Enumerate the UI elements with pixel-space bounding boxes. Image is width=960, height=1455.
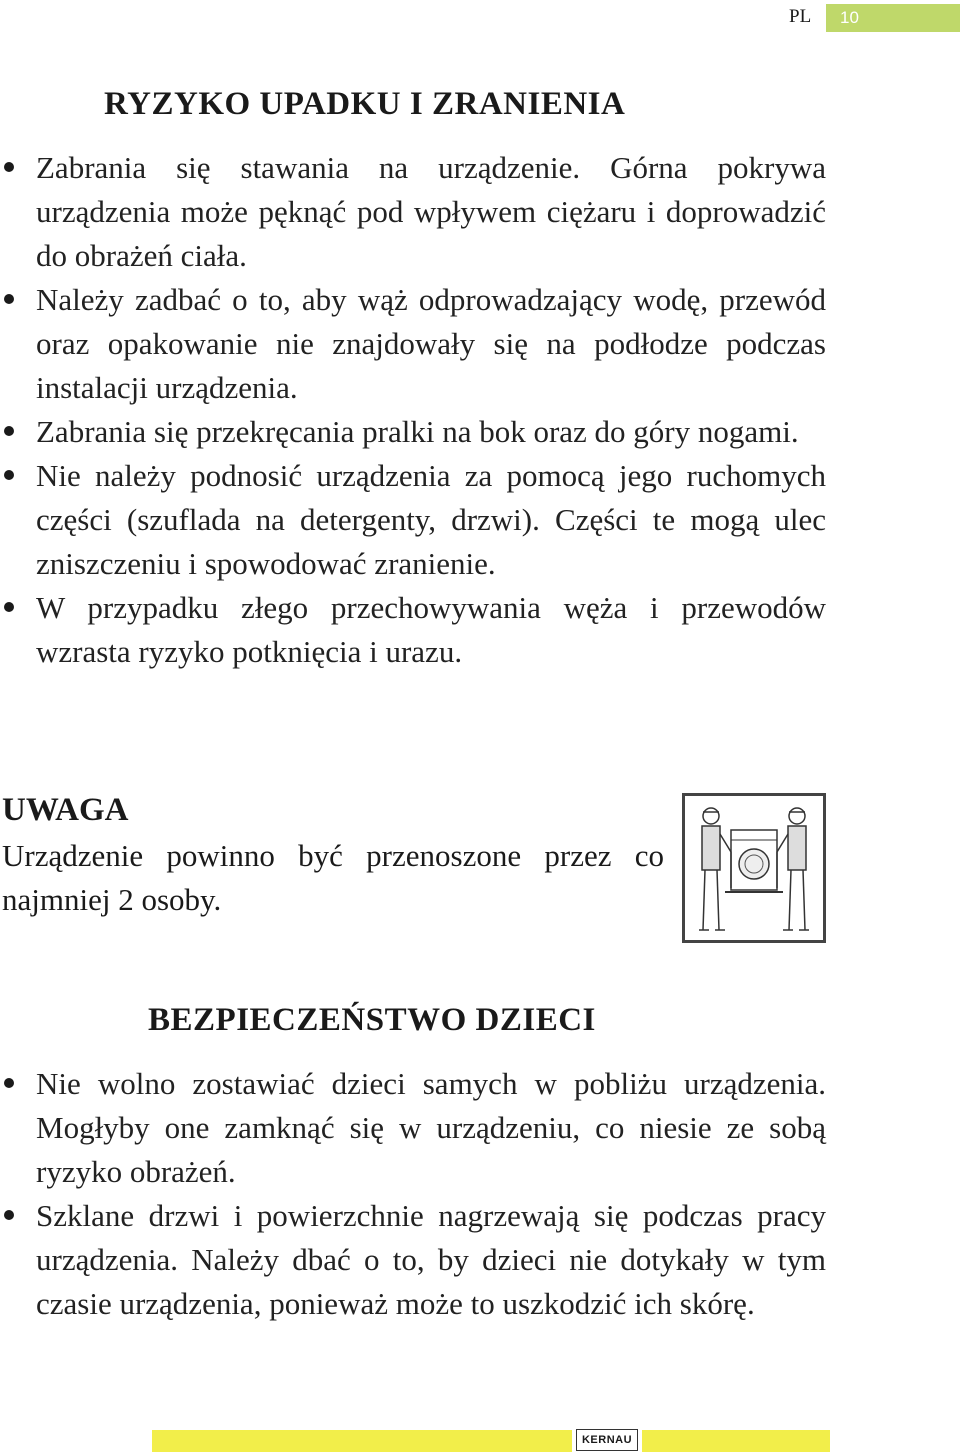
right-person-figure: [777, 808, 809, 930]
section-title-child-safety: BEZPIECZEŃSTWO DZIECI: [148, 1002, 596, 1038]
left-person-figure: [699, 808, 731, 930]
list-item: Należy zadbać o to, aby wąż odprowadzający wodę, przewód oraz opakowanie nie znajdowały się na podłodze podczas instalacji urządzenia.: [0, 278, 826, 410]
washer-door: [739, 849, 769, 879]
two-people-carrying-washer-illustration: [682, 793, 826, 943]
list-item: Nie wolno zostawiać dzieci samych w pobliżu urządzenia. Mogłyby one zamknąć się w urządzeniu, co niesie ze sobą ryzyko obrażeń.: [0, 1062, 826, 1194]
brand-logo: KERNAU: [576, 1429, 638, 1451]
child-safety-list: [0, 1062, 826, 1326]
language-label: PL: [789, 6, 812, 27]
warning-text: Urządzenie powinno być przenoszone przez co najmniej 2 osoby.: [2, 838, 664, 917]
page-number: 10: [826, 4, 960, 32]
list-item: Szklane drzwi i powierzchnie nagrzewają się podczas pracy urządzenia. Należy dbać o to, by dzieci nie dotykały w tym czasie urządzenia, ponieważ może to uszkodzić ich skórę.: [0, 1194, 826, 1326]
list-item: Zabrania się stawania na urządzenie. Górna pokrywa urządzenia może pęknąć pod wpływem ciężaru i doprowadzić do obrażeń ciała.: [0, 146, 826, 278]
footer-bar-right: [642, 1430, 830, 1452]
footer-bar-left: [152, 1430, 572, 1452]
list-item: Nie należy podnosić urządzenia za pomocą jego ruchomych części (szuflada na detergenty, drzwi). Części te mogą ulec zniszczeniu i spowodować zranienie.: [0, 454, 826, 586]
carrying-illustration-svg: [685, 796, 823, 940]
section-title-fall-injury: RYZYKO UPADKU I ZRANIENIA: [104, 86, 626, 122]
list-item: W przypadku złego przechowywania węża i przewodów wzrasta ryzyko potknięcia i urazu.: [0, 586, 826, 674]
list-item: Zabrania się przekręcania pralki na bok oraz do góry nogami.: [0, 410, 826, 454]
fall-injury-list: [0, 146, 826, 674]
warning-title: UWAGA: [2, 792, 129, 828]
